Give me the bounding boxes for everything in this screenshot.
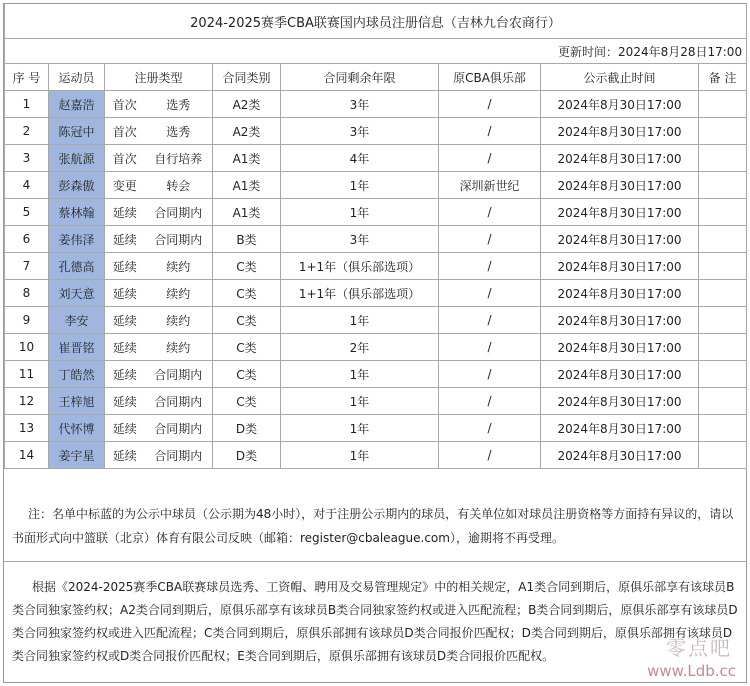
row-number: 11: [5, 361, 49, 388]
remark: [699, 172, 747, 199]
remark: [699, 253, 747, 280]
former-club: /: [439, 388, 541, 415]
former-club: 深圳新世纪: [439, 172, 541, 199]
table-row: [5, 442, 747, 469]
reg-type-main: 首次: [105, 91, 145, 118]
player-name: 陈冠中: [49, 118, 105, 145]
deadline: 2024年8月30日17:00: [541, 334, 699, 361]
reg-type-main: 变更: [105, 172, 145, 199]
table-row: [5, 307, 747, 334]
former-club: /: [439, 253, 541, 280]
remaining-years: 4年: [281, 145, 439, 172]
remark: [699, 415, 747, 442]
registration-sheet: [3, 3, 747, 683]
reg-type-sub: 自行培养: [145, 145, 213, 172]
contract-type: C类: [213, 388, 281, 415]
reg-type-sub: 续约: [145, 253, 213, 280]
table-header-row: [5, 64, 747, 91]
reg-type-main: 延续: [105, 415, 145, 442]
table-row: [5, 91, 747, 118]
row-number: 5: [5, 199, 49, 226]
header-contract-type: 合同类别: [213, 64, 281, 91]
contract-type: A1类: [213, 199, 281, 226]
player-name: 崔晋铭: [49, 334, 105, 361]
player-name: 张航源: [49, 145, 105, 172]
former-club: /: [439, 226, 541, 253]
player-name: 丁皓然: [49, 361, 105, 388]
reg-type-main: 延续: [105, 307, 145, 334]
deadline: 2024年8月30日17:00: [541, 280, 699, 307]
contract-type: B类: [213, 226, 281, 253]
reg-type-main: 延续: [105, 388, 145, 415]
table-row: [5, 226, 747, 253]
reg-type-sub: 合同期内: [145, 361, 213, 388]
reg-type-main: 延续: [105, 226, 145, 253]
header-former-club: 原CBA俱乐部: [439, 64, 541, 91]
deadline: 2024年8月30日17:00: [541, 91, 699, 118]
player-name: 王梓旭: [49, 388, 105, 415]
notice-text: 注：名单中标蓝的为公示中球员（公示期为48小时），对于注册公示期内的球员，有关单位如对球员注册资格等方面持有异议的，请以书面形式向中篮联（北京）体育有限公司反映（邮箱：register@cbaleague.com），逾期将不再受理。: [4, 496, 746, 562]
remark: [699, 388, 747, 415]
player-name: 蔡林翰: [49, 199, 105, 226]
remaining-years: 1年: [281, 199, 439, 226]
remaining-years: 1年: [281, 307, 439, 334]
header-remark: 备 注: [699, 64, 747, 91]
table-row: [5, 118, 747, 145]
row-number: 6: [5, 226, 49, 253]
deadline: 2024年8月30日17:00: [541, 118, 699, 145]
row-number: 14: [5, 442, 49, 469]
reg-type-sub: 合同期内: [145, 415, 213, 442]
reg-type-sub: 合同期内: [145, 226, 213, 253]
reg-type-main: 延续: [105, 334, 145, 361]
contract-type: C类: [213, 334, 281, 361]
reg-type-sub: 合同期内: [145, 442, 213, 469]
page-title: 2024-2025赛季CBA联赛国内球员注册信息（吉林九台农商行）: [5, 4, 747, 39]
former-club: /: [439, 415, 541, 442]
deadline: 2024年8月30日17:00: [541, 388, 699, 415]
remark: [699, 199, 747, 226]
remaining-years: 3年: [281, 226, 439, 253]
remark: [699, 280, 747, 307]
row-number: 1: [5, 91, 49, 118]
reg-type-sub: 合同期内: [145, 199, 213, 226]
watermark-cn: 零点吧: [666, 636, 732, 660]
contract-type: C类: [213, 280, 281, 307]
reg-type-sub: 合同期内: [145, 388, 213, 415]
remaining-years: 1年: [281, 388, 439, 415]
table-row: [5, 172, 747, 199]
contract-type: D类: [213, 442, 281, 469]
contract-type: D类: [213, 415, 281, 442]
player-name: 孔德高: [49, 253, 105, 280]
former-club: /: [439, 361, 541, 388]
player-name: 赵嘉浩: [49, 91, 105, 118]
header-remaining-years: 合同剩余年限: [281, 64, 439, 91]
player-name: 李安: [49, 307, 105, 334]
remark: [699, 145, 747, 172]
table-row: [5, 145, 747, 172]
remaining-years: 3年: [281, 118, 439, 145]
player-name: 代怀博: [49, 415, 105, 442]
remark: [699, 118, 747, 145]
row-number: 10: [5, 334, 49, 361]
reg-type-sub: 续约: [145, 307, 213, 334]
player-name: 姜宇星: [49, 442, 105, 469]
former-club: /: [439, 91, 541, 118]
contract-type: A2类: [213, 91, 281, 118]
contract-type: C类: [213, 253, 281, 280]
header-no: 序 号: [5, 64, 49, 91]
reg-type-sub: 续约: [145, 280, 213, 307]
header-deadline: 公示截止时间: [541, 64, 699, 91]
deadline: 2024年8月30日17:00: [541, 442, 699, 469]
contract-type: A1类: [213, 145, 281, 172]
remaining-years: 1+1年（俱乐部选项）: [281, 253, 439, 280]
table-row: [5, 388, 747, 415]
former-club: /: [439, 307, 541, 334]
former-club: /: [439, 118, 541, 145]
former-club: /: [439, 199, 541, 226]
player-name: 姜伟泽: [49, 226, 105, 253]
deadline: 2024年8月30日17:00: [541, 145, 699, 172]
player-name: 彭森傲: [49, 172, 105, 199]
reg-type-sub: 续约: [145, 334, 213, 361]
remark: [699, 442, 747, 469]
deadline: 2024年8月30日17:00: [541, 253, 699, 280]
remaining-years: 1年: [281, 415, 439, 442]
deadline: 2024年8月30日17:00: [541, 307, 699, 334]
reg-type-main: 延续: [105, 280, 145, 307]
remark: [699, 226, 747, 253]
update-time: 更新时间：2024年8月28日17:00: [5, 39, 747, 64]
reg-type-main: 延续: [105, 199, 145, 226]
table-row: [5, 415, 747, 442]
table-row: [5, 199, 747, 226]
contract-type: C类: [213, 307, 281, 334]
remaining-years: 2年: [281, 334, 439, 361]
header-reg-type: 注册类型: [105, 64, 213, 91]
registration-table: [4, 4, 747, 469]
contract-type: C类: [213, 361, 281, 388]
former-club: /: [439, 145, 541, 172]
deadline: 2024年8月30日17:00: [541, 226, 699, 253]
remark: [699, 361, 747, 388]
reg-type-sub: 选秀: [145, 118, 213, 145]
deadline: 2024年8月30日17:00: [541, 415, 699, 442]
reg-type-main: 延续: [105, 442, 145, 469]
table-row: [5, 253, 747, 280]
remaining-years: 1+1年（俱乐部选项）: [281, 280, 439, 307]
row-number: 9: [5, 307, 49, 334]
contract-type: A2类: [213, 118, 281, 145]
table-row: [5, 280, 747, 307]
deadline: 2024年8月30日17:00: [541, 199, 699, 226]
deadline: 2024年8月30日17:00: [541, 361, 699, 388]
row-number: 2: [5, 118, 49, 145]
header-player: 运动员: [49, 64, 105, 91]
watermark-logo: [636, 632, 740, 680]
table-row: [5, 361, 747, 388]
row-number: 7: [5, 253, 49, 280]
watermark-en: www.Ldb.cc: [647, 662, 736, 680]
reg-type-main: 首次: [105, 118, 145, 145]
reg-type-sub: 选秀: [145, 91, 213, 118]
reg-type-sub: 转会: [145, 172, 213, 199]
former-club: /: [439, 334, 541, 361]
row-number: 3: [5, 145, 49, 172]
former-club: /: [439, 442, 541, 469]
remaining-years: 1年: [281, 361, 439, 388]
table-row: [5, 334, 747, 361]
remark: [699, 307, 747, 334]
row-number: 12: [5, 388, 49, 415]
reg-type-main: 延续: [105, 253, 145, 280]
remaining-years: 3年: [281, 91, 439, 118]
contract-type: A1类: [213, 172, 281, 199]
deadline: 2024年8月30日17:00: [541, 172, 699, 199]
rules-text: 根据《2024-2025赛季CBA联赛球员选秀、工资帽、聘用及交易管理规定》中的相关规定，A1类合同到期后，原俱乐部享有该球员B类合同独家签约权；A2类合同到期后，原俱乐部享有该球员B类合同独家签约权或进入匹配流程；B类合同到期后，原俱乐部享有该球员D类合同独家签约权或进入匹配流程；C类合同到期后，原俱乐部拥有该球员D类合同报价匹配权；D类合同到期后，原俱乐部拥有该球员D类合同独家签约权或D类合同报价匹配权；E类合同到期后，原俱乐部拥有该球员D类合同报价匹配权。: [12, 580, 738, 663]
row-number: 8: [5, 280, 49, 307]
reg-type-main: 延续: [105, 361, 145, 388]
remark: [699, 334, 747, 361]
remaining-years: 1年: [281, 442, 439, 469]
reg-type-main: 首次: [105, 145, 145, 172]
row-number: 4: [5, 172, 49, 199]
row-number: 13: [5, 415, 49, 442]
former-club: /: [439, 280, 541, 307]
player-name: 刘天意: [49, 280, 105, 307]
remark: [699, 91, 747, 118]
remaining-years: 1年: [281, 172, 439, 199]
